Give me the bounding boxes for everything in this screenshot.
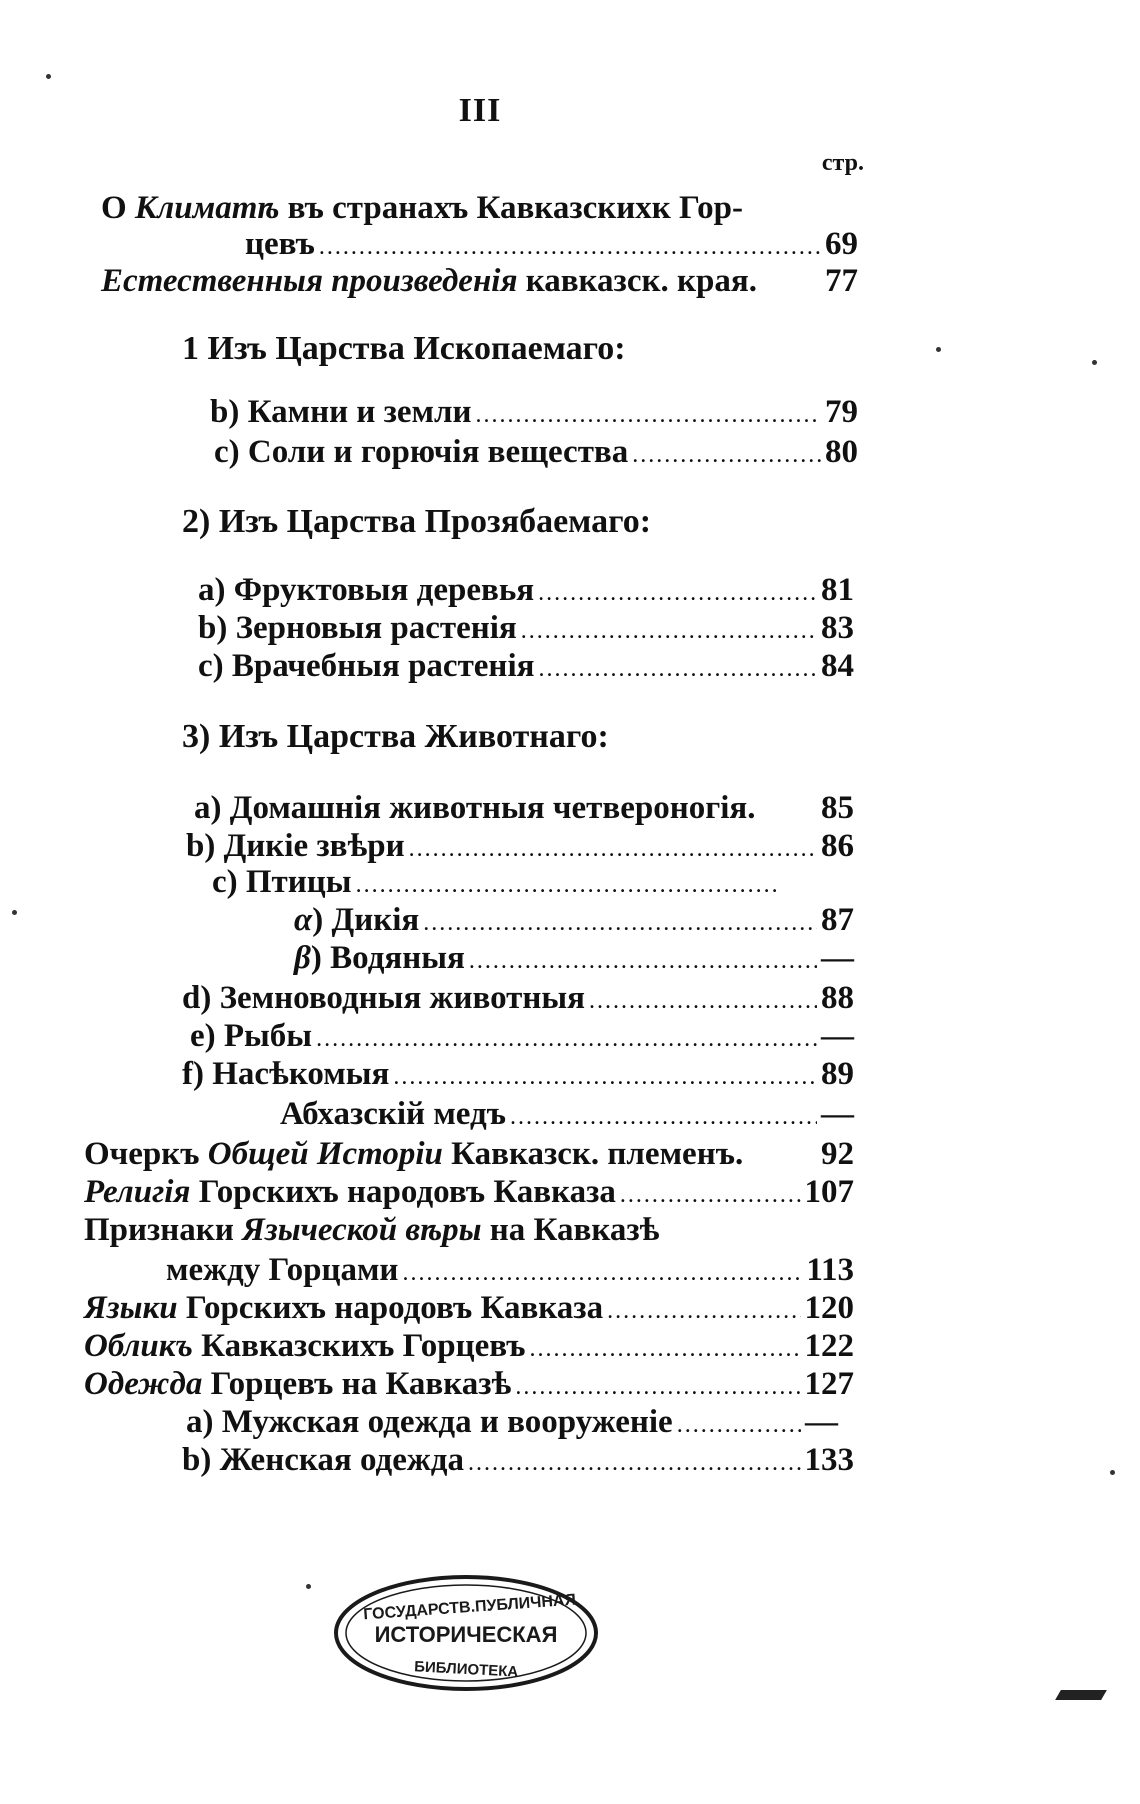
leader-dots [510,1105,817,1129]
leader-dots [607,1299,800,1323]
toc-entry-text: Абхазскій медъ [280,1096,506,1132]
leader-dots [538,581,817,605]
toc-entry-page: — [821,1096,854,1132]
toc-entry-page: — [821,940,854,976]
toc-entry-text: между Горцами [166,1252,399,1288]
toc-entry-text: c) Птицы [212,864,352,900]
toc-entry-italic: α [294,902,313,938]
leader-dots [515,1375,800,1399]
toc-entry-italic: Общей Исторіи [207,1136,443,1172]
leader-dots [476,403,821,427]
toc-entry-page: 127 [804,1366,854,1402]
toc-entry [84,1176,854,1209]
leader-dots [589,989,817,1013]
scan-speck [1092,360,1097,365]
toc-entry-text: ) Водяныя [310,940,465,976]
toc-entry-page: 89 [821,1056,854,1092]
scan-edge-mark [1055,1690,1107,1700]
page-folio: III [458,92,502,129]
toc-entry-text: d) Земноводныя животныя [182,980,585,1016]
toc-entry [84,1292,854,1325]
toc-entry-text: кавказск. края. [517,263,757,299]
toc-entry-text: Горцевъ на Кавказѣ [202,1366,512,1402]
toc-entry-text: а) Фруктовыя деревья [198,572,535,608]
leader-dots [620,1183,801,1207]
toc-entry [101,192,801,225]
toc-entry-text: Горскихъ народовъ Кавказа [190,1174,616,1210]
toc-entry-text: на Кавказѣ [481,1212,660,1248]
toc-entry-text: b) Дикіе звѣри [186,828,405,864]
toc-entry [212,866,782,899]
toc-entry-page: 79 [825,394,858,430]
section-heading: 2) Изъ Царства Прозябаемаго: [182,503,652,540]
toc-entry [294,942,854,975]
toc-entry-text: b) Камни и земли [210,394,472,430]
toc-entry-page: 80 [825,434,858,470]
toc-entry-page: 120 [804,1290,854,1326]
toc-entry-text: а) Домашнія животныя четвероногія. [194,790,756,826]
toc-entry [186,1406,838,1439]
toc-entry-page: 83 [821,610,854,646]
leader-dots [356,873,778,897]
stamp-line-2: ИСТОРИЧЕСКАЯ [374,1622,558,1647]
toc-entry [198,574,854,607]
scan-speck [12,910,17,915]
toc-entry [182,1444,854,1477]
leader-dots [530,1337,801,1361]
toc-entry-text: e) Рыбы [190,1018,313,1054]
toc-entry-text: f) Насѣкомыя [182,1056,390,1092]
leader-dots [632,443,821,467]
toc-entry [210,396,858,429]
library-stamp [330,1570,602,1696]
leader-dots [319,235,821,259]
toc-entry-text: а) Мужская одежда и вооруженіе [186,1404,673,1440]
scan-speck [306,1584,311,1589]
toc-entry-text: въ странахъ Кавказскихк Гор- [279,190,743,226]
leader-dots [402,1261,802,1285]
toc-entry-italic: Одежда [84,1366,203,1402]
toc-entry-text: ) Дикія [312,902,420,938]
toc-entry [245,228,858,261]
toc-entry-page: 69 [825,226,858,262]
leader-dots [538,657,817,681]
toc-entry [194,792,854,825]
toc-entry-prefix: Признаки [84,1212,243,1248]
toc-entry [166,1254,854,1287]
toc-entry-italic: β [294,940,311,976]
stamp-line-1: ГОСУДАРСТВ.ПУБЛИЧНАЯ [362,1591,577,1624]
toc-entry-page: 85 [821,790,854,826]
section-heading: 1 Изъ Царства Ископаемаго: [182,330,626,367]
toc-entry [186,830,854,863]
toc-entry-page: 122 [804,1328,854,1364]
toc-entry-page: — [821,1018,854,1054]
section-heading: 3) Изъ Царства Животнаго: [182,718,609,755]
toc-entry-page: 87 [821,902,854,938]
toc-entry [214,436,858,469]
toc-entry [198,612,854,645]
toc-entry-page: — [805,1404,838,1440]
scan-speck [46,74,51,79]
toc-entry-text: b) Зерновыя растенія [198,610,517,646]
toc-entry [84,1214,804,1247]
toc-entry [182,982,854,1015]
leader-dots [469,949,817,973]
toc-entry [280,1098,854,1131]
toc-entry-text: c) Соли и горючія вещества [214,434,629,470]
toc-entry-text: цевъ [245,226,315,262]
toc-entry [198,650,854,683]
toc-entry [84,1138,854,1171]
toc-entry-italic: Языческой вѣры [242,1212,482,1248]
toc-entry-page: 86 [821,828,854,864]
toc-entry-text: c) Врачебныя растенія [198,648,535,684]
toc-entry-prefix: О [101,190,135,226]
stamp-line-3: БИБЛИОТЕКА [413,1658,519,1681]
toc-entry-text: Кавказск. племенъ. [442,1136,744,1172]
toc-entry-page: 88 [821,980,854,1016]
toc-entry-italic: Климатѣ [134,190,280,226]
scan-speck [1110,1470,1115,1475]
leader-dots [423,911,817,935]
toc-entry-text: b) Женская одежда [182,1442,464,1478]
leader-dots [468,1451,801,1475]
toc-entry-page: 107 [804,1174,854,1210]
toc-entry [84,1368,854,1401]
toc-entry-text: Горскихъ народовъ Кавказа [177,1290,604,1326]
leader-dots [521,619,817,643]
toc-entry-prefix: Очеркъ [84,1136,208,1172]
toc-entry-page: 77 [825,263,858,299]
toc-entry-page: 92 [821,1136,854,1172]
leader-dots [677,1413,801,1437]
toc-entry [190,1020,854,1053]
toc-entry [84,1330,854,1363]
leader-dots [409,837,817,861]
toc-entry [182,1058,854,1091]
toc-entry-page: 81 [821,572,854,608]
toc-entry [294,904,854,937]
toc-entry-italic: Религія [84,1174,191,1210]
leader-dots [393,1065,817,1089]
leader-dots [316,1027,817,1051]
toc-entry-italic: Обликъ [84,1328,193,1364]
toc-entry [101,265,858,298]
toc-entry-italic: Языки [84,1290,178,1326]
toc-entry-page: 113 [806,1252,854,1288]
toc-entry-page: 133 [804,1442,854,1478]
toc-entry-italic: Естественныя произведенія [101,263,518,299]
toc-entry-text: Кавказскихъ Горцевъ [192,1328,526,1364]
page-column-label: стр. [821,150,864,176]
toc-entry-page: 84 [821,648,854,684]
scan-speck [936,347,941,352]
